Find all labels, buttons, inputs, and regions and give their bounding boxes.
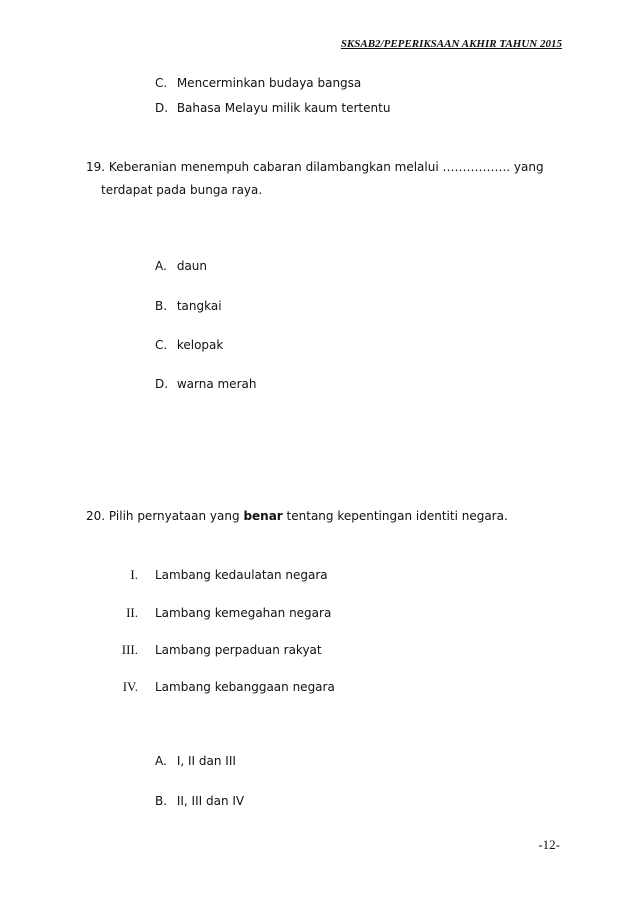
option-text: II, III dan IV xyxy=(176,794,245,808)
statement-text: Lambang kedaulatan negara xyxy=(155,568,328,582)
statement-text: Lambang kemegahan negara xyxy=(155,606,332,620)
q19-option-a xyxy=(155,259,207,273)
q20-option-b xyxy=(155,794,244,808)
question-19-line1 xyxy=(86,160,544,174)
option-text: Mencerminkan budaya bangsa xyxy=(176,76,362,90)
statement-text: Lambang perpaduan rakyat xyxy=(155,643,322,657)
option-c xyxy=(155,76,361,90)
statement-roman: I. xyxy=(130,567,138,582)
option-letter: A. xyxy=(155,754,167,768)
option-letter: B. xyxy=(155,794,168,808)
q19-option-c xyxy=(155,338,223,352)
q19-option-d xyxy=(155,377,256,391)
question-text-bold: benar xyxy=(243,509,283,523)
page-header: SKSAB2/PEPERIKSAAN AKHIR TAHUN 2015 xyxy=(340,38,562,50)
option-text: I, II dan III xyxy=(176,754,236,768)
option-letter: C. xyxy=(155,338,168,352)
option-letter: C. xyxy=(155,76,168,90)
option-d xyxy=(155,101,390,115)
statement-text: Lambang kebanggaan negara xyxy=(155,680,335,694)
question-text-after: tentang kepentingan identiti negara. xyxy=(282,509,508,523)
option-letter: B. xyxy=(155,299,168,313)
q19-option-b xyxy=(155,299,222,313)
question-19-line2: terdapat pada bunga raya. xyxy=(101,183,263,197)
option-letter: A. xyxy=(155,259,167,273)
statement-roman: III. xyxy=(121,642,138,657)
statement-roman: IV. xyxy=(122,679,138,694)
option-letter: D. xyxy=(155,101,169,115)
question-text-before: Pilih pernyataan yang xyxy=(108,509,244,523)
option-text: Bahasa Melayu milik kaum tertentu xyxy=(176,101,391,115)
option-letter: D. xyxy=(155,377,169,391)
statement-roman: II. xyxy=(126,605,138,620)
option-text: warna merah xyxy=(176,377,257,391)
option-text: daun xyxy=(176,259,208,273)
q20-option-a xyxy=(155,754,236,768)
option-text: kelopak xyxy=(176,338,224,352)
question-20 xyxy=(86,509,508,523)
question-number: 19. xyxy=(86,160,106,174)
page-number: -12- xyxy=(538,837,560,852)
option-text: tangkai xyxy=(176,299,222,313)
question-text: Keberanian menempuh cabaran dilambangkan melalui …………….. yang xyxy=(108,160,544,174)
question-number: 20. xyxy=(86,509,106,523)
